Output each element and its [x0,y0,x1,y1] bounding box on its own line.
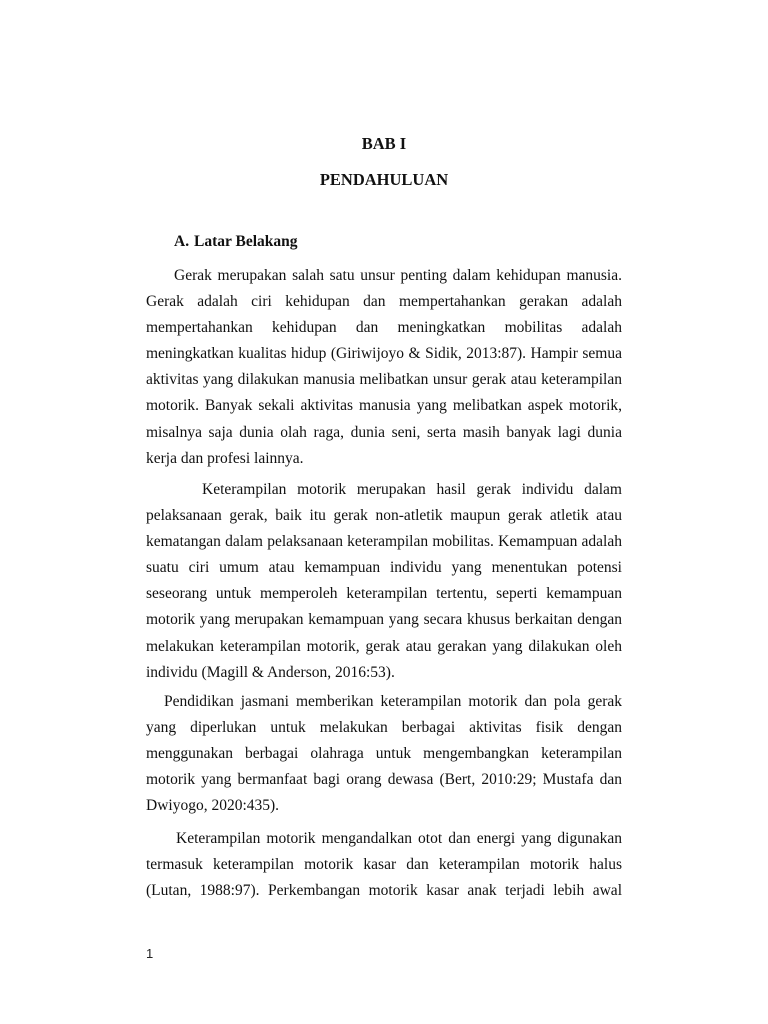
paragraph-4: Keterampilan motorik mengandalkan otot dan energi yang digunakan termasuk keterampilan motorik kasar dan keterampilan motorik halus (Lutan, 1988:97). Perkembangan motorik kasar anak terjadi lebih awal [146,830,622,900]
page-number: 1 [146,946,154,961]
chapter-title: PENDAHULUAN [319,170,449,189]
paragraph-2: Keterampilan motorik merupakan hasil gerak individu dalam pelaksanaan gerak, baik itu gerak non-atletik maupun gerak atletik atau kematangan dalam pelaksanaan keterampilan mobilitas. Kemampuan adalah suatu ciri umum atau kemampuan individu yang menentukan potensi seseorang untuk memperoleh keterampilan tertentu, seperti kemampuan motorik yang merupakan kemampuan yang secara khusus berkaitan dengan melakukan keterampilan motorik, gerak atau gerakan yang dilakukan oleh individu (Magill & Anderson, 2016:53). [146,481,622,681]
section-letter: A. [174,233,190,250]
paragraph-3: Pendidikan jasmani memberikan keterampilan motorik dan pola gerak yang diperlukan untuk melakukan berbagai aktivitas fisik dengan menggunakan berbagai olahraga untuk mengembangkan keterampilan motorik yang bermanfaat bagi orang dewasa (Bert, 2010:29; Mustafa dan Dwiyogo, 2020:435). [146,693,622,815]
chapter-number: BAB I [361,134,407,153]
section-heading [174,233,298,251]
paragraph-1: Gerak merupakan salah satu unsur penting dalam kehidupan manusia. Gerak adalah ciri kehidupan dan mempertahankan gerakan adalah mempertahankan kehidupan dan meningkatkan mobilitas adalah meningkatkan kualitas hidup (Giriwijoyo & Sidik, 2013:87). Hampir semua aktivitas yang dilakukan manusia melibatkan unsur gerak atau keterampilan motorik. Banyak sekali aktivitas manusia yang melibatkan aspek motorik, misalnya saja dunia olah raga, dunia seni, serta masih banyak lagi dunia kerja dan profesi lainnya. [146,267,622,467]
section-title: Latar Belakang [194,233,298,250]
